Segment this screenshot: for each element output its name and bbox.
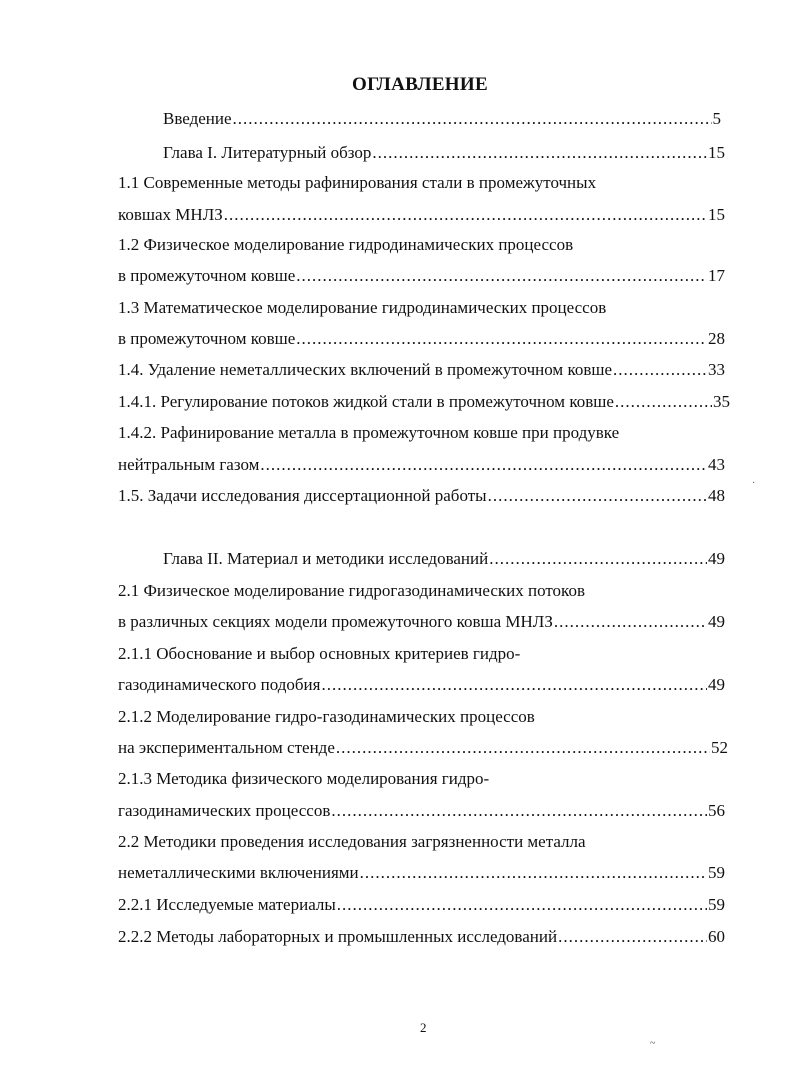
toc-entry-page: 35 [713,392,730,411]
dot-leader [613,359,707,381]
dot-leader [488,485,707,507]
dot-leader [554,611,707,633]
toc-entry-1-3-line1: 1.3 Математическое моделирование гидродинамических процессов [118,298,607,317]
toc-entry-1-4-2-line1: 1.4.2. Рафинирование металла в промежуточном ковше при продувке [118,423,620,442]
toc-entry-text: 2.2.1 Исследуемые материалы [118,895,336,914]
dot-leader [558,926,707,948]
toc-entry-2-2-line1: 2.2 Методики проведения исследования загрязненности металла [118,832,586,851]
dot-leader [233,108,712,130]
dot-leader [331,800,707,822]
toc-entry-1-2 [118,265,725,287]
dot-leader [336,737,710,759]
dot-leader [260,454,707,476]
toc-entry-2-2 [118,862,725,884]
toc-entry-text: в различных секциях модели промежуточного ковша МНЛЗ [118,612,553,631]
toc-entry-2-1-1-line1: 2.1.1 Обоснование и выбор основных критериев гидро- [118,644,521,663]
toc-entry-page: 43 [708,455,725,474]
dot-leader [296,265,707,287]
toc-entry-1-5 [118,485,725,507]
toc-entry-page: 15 [708,143,725,162]
toc-entry-text: газодинамического подобия [118,675,321,694]
toc-entry-2-1-2 [118,737,728,759]
toc-entry-2-1-1 [118,674,725,696]
toc-entry-text: Глава II. Материал и методики исследований [163,549,489,568]
toc-entry-page: 52 [711,738,728,757]
toc-entry-page: 59 [708,895,725,914]
toc-entry-1-4-2 [118,454,725,476]
toc-entry-page: 49 [708,612,725,631]
toc-entry-1-4-1 [118,391,730,413]
toc-entry-text: газодинамических процессов [118,801,331,820]
page-number: 2 [420,1020,427,1035]
toc-entry-text: 2.2.2 Методы лабораторных и промышленных исследований [118,927,558,946]
toc-entry-text: неметаллическими включениями [118,863,359,882]
toc-entry-page: 48 [708,486,725,505]
toc-entry-2-1-line1: 2.1 Физическое моделирование гидрогазодинамических потоков [118,581,585,600]
dot-leader [337,894,707,916]
dot-leader [489,548,707,570]
toc-entry-text: Глава I. Литературный обзор [163,143,372,162]
toc-entry-page: 15 [708,205,725,224]
toc-entry-introduction [163,108,721,130]
toc-entry-1-1-line1: 1.1 Современные методы рафинирования стали в промежуточных [118,173,597,192]
toc-entry-text: в промежуточном ковше [118,266,296,285]
toc-entry-2-1 [118,611,725,633]
toc-entry-1-2-line1: 1.2 Физическое моделирование гидродинамических процессов [118,235,574,254]
toc-entry-page: 17 [708,266,725,285]
toc-entry-text: нейтральным газом [118,455,260,474]
toc-entry-text: 1.4.1. Регулирование потоков жидкой стали в промежуточном ковше [118,392,614,411]
dot-leader [615,391,712,413]
dot-leader [321,674,707,696]
toc-entry-page: 49 [708,675,725,694]
toc-entry-text: ковшах МНЛЗ [118,205,223,224]
toc-entry-text: на экспериментальном стенде [118,738,335,757]
dot-leader [360,862,707,884]
toc-entry-page: 33 [708,360,725,379]
dot-leader [296,328,707,350]
toc-entry-1-3 [118,328,725,350]
dot-leader [224,204,707,226]
toc-entry-1-1 [118,204,725,226]
toc-entry-1-4 [118,359,725,381]
dot-leader [372,142,707,164]
toc-entry-2-2-1 [118,894,725,916]
toc-title: ОГЛАВЛЕНИЕ [352,74,488,95]
toc-entry-2-1-2-line1: 2.1.2 Моделирование гидро-газодинамических процессов [118,707,535,726]
toc-entry-text: в промежуточном ковше [118,329,296,348]
toc-entry-text: 1.5. Задачи исследования диссертационной работы [118,486,487,505]
toc-entry-chapter-2 [163,548,725,570]
scan-speck: ~ [650,1038,656,1049]
toc-entry-text: Введение [163,109,232,128]
toc-entry-chapter-1 [163,142,725,164]
toc-entry-text: 1.4. Удаление неметаллических включений в промежуточном ковше [118,360,612,379]
scan-speck: · [752,478,756,489]
toc-entry-2-1-3-line1: 2.1.3 Методика физического моделирования гидро- [118,769,490,788]
toc-entry-page: 56 [708,801,725,820]
toc-entry-page: 49 [708,549,725,568]
toc-entry-2-2-2 [118,926,725,948]
toc-entry-page: 5 [712,109,721,128]
toc-entry-page: 28 [708,329,725,348]
toc-entry-page: 59 [708,863,725,882]
toc-entry-page: 60 [708,927,725,946]
toc-entry-2-1-3 [118,800,725,822]
